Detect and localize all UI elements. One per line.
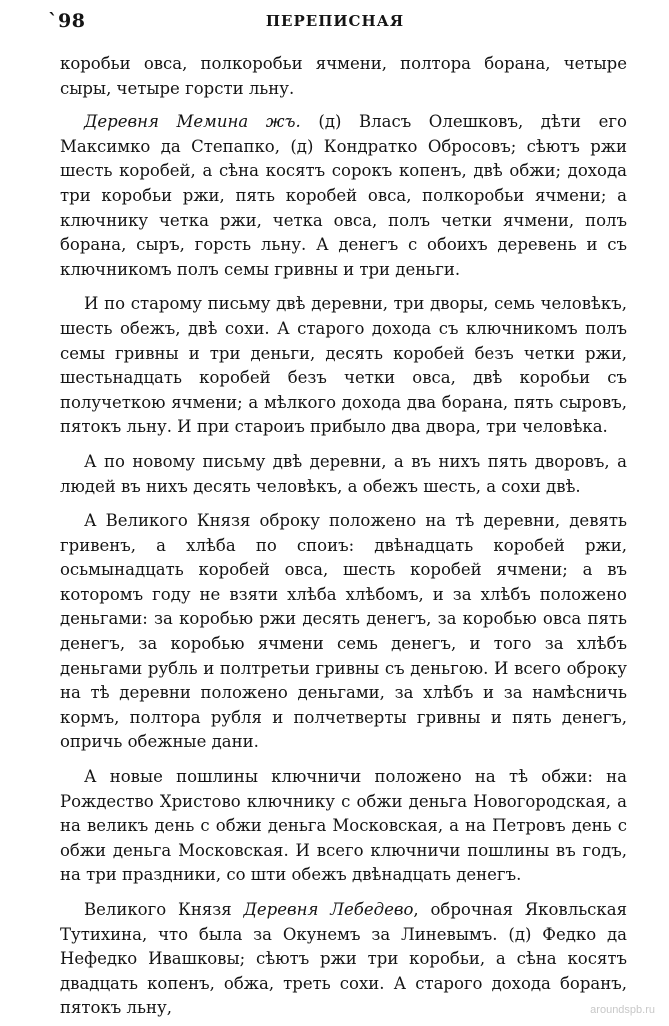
paragraph-p4 bbox=[60, 509, 627, 755]
paragraph-p1 bbox=[60, 110, 627, 282]
page-header bbox=[40, 10, 630, 34]
text-segment: коробьи овса, полкоробьи ячмени, полтора борана, четыре сыры, четыре горсти льну. bbox=[60, 54, 627, 98]
text-segment: Великого Князя bbox=[84, 900, 244, 919]
paragraph-p2 bbox=[60, 292, 627, 440]
text-segment: А новые пошлины ключничи положено на тѣ обжи: на Рождество Христово ключнику с обжи деньга Новогородская, а на великъ день с обжи деньга Московская, а на Петровъ день с обжи деньга Московская. И всего ключничи пошлины въ годъ, на три праздники, со шти обежъ двѣнадцать денегъ. bbox=[60, 767, 627, 885]
running-head: ПЕРЕПИСНАЯ bbox=[265, 12, 405, 30]
paragraph-p3 bbox=[60, 450, 627, 499]
text-segment: , оброчная Яковльская Тутихина, что была за Окунемъ за Линевымъ. (д) Федко да Нефедко Ивашковы; сѣютъ ржи три коробьи, а сѣна косятъ двадцать копенъ, обжа, треть сохи. А старого дохода боранъ, пятокъ льну, bbox=[60, 900, 627, 1018]
paragraph-p0 bbox=[60, 52, 627, 101]
text-segment: И по старому письму двѣ деревни, три дворы, семь человѣкъ, шесть обежъ, двѣ сохи. А старого дохода съ ключникомъ полъ семы гривны и три деньги, десять коробей безъ четки ржи, шестьнадцать коробей безъ четки овса, двѣ коробьи съ получеткою ячмени; а мѣлкого дохода два борана, пять сыровъ, пятокъ льну. И при староиъ прибыло два двора, три человѣка. bbox=[60, 294, 627, 437]
text-segment: (д) Власъ Олешковъ, дѣти его Максимко да Степапко, (д) Кондратко Обросовъ; сѣютъ ржи шесть коробей, а сѣна косятъ сорокъ копенъ, двѣ обжи; дохода три коробьи ржи, пять коробей овса, полкоробьи ячмени; а ключнику четка ржи, четка овса, полъ четки ячмени, полъ борана, сыръ, горсть льну. А денегъ с обоихъ деревень и съ ключникомъ полъ семы гривны и три деньги. bbox=[60, 112, 627, 279]
paragraph-p6 bbox=[60, 898, 627, 1021]
text-segment: А по новому письму двѣ деревни, а въ нихъ пять дворовъ, а людей въ нихъ десять человѣкъ, а обежъ шесть, а сохи двѣ. bbox=[60, 451, 627, 496]
body-text bbox=[60, 52, 627, 1021]
paragraph-p5 bbox=[60, 765, 627, 888]
page-number: `98 bbox=[48, 10, 86, 32]
italic-segment: Деревня Мемина жъ. bbox=[84, 112, 301, 132]
text-segment: А Великого Князя оброку положено на тѣ деревни, девять гривенъ, а хлѣба по споиъ: двѣнадцать коробей ржи, осьмынадцать коробей овса, шесть коробей ячмени; а въ которомъ году не взяти хлѣба хлѣбомъ, и за хлѣбъ положено деньгами: за коробью ржи десять денегъ, за коробью овса пять денегъ, за коробью ячмени семь денегъ, и того за хлѣбъ деньгами рубль и полтретьи гривны съ деньгою. И всего оброку на тѣ деревни положено деньгами, за хлѣбъ и за намѣсничь кормъ, полтора рубля и полчетверты гривны и пять денегъ, опричь обежные дани. bbox=[60, 511, 627, 752]
watermark: aroundspb.ru bbox=[590, 1004, 655, 1016]
italic-segment: Деревня Лебедево bbox=[243, 900, 414, 919]
